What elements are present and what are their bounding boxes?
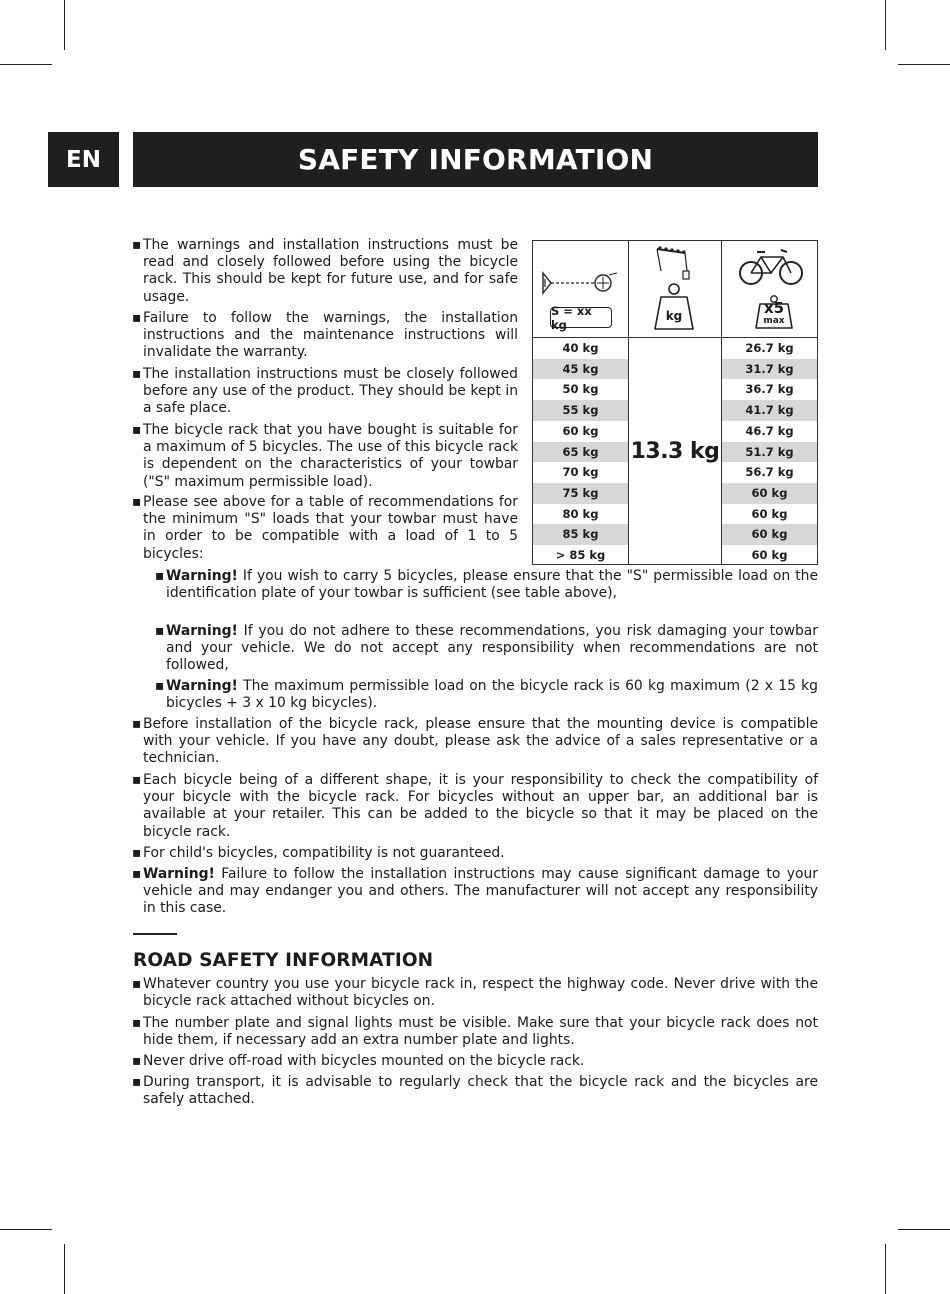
- towbar-load-cell: 45 kg: [533, 359, 628, 380]
- bike-load-cell: 56.7 kg: [745, 465, 794, 480]
- language-tab: EN: [48, 132, 119, 187]
- x5-label: x5: [763, 299, 785, 317]
- bike-load-cell: 26.7 kg: [745, 341, 794, 355]
- crop-mark: [885, 1244, 886, 1294]
- crop-mark: [0, 64, 52, 65]
- bullet-item: ▪ The warnings and installation instructions must be read and closely followed before using the bicycle rack. This should be kept for future use, and for safe usage.: [132, 237, 518, 305]
- crop-mark: [64, 1244, 65, 1294]
- bullet-item: ▪ Whatever country you use your bicycle rack in, respect the highway code. Never drive with the bicycle rack attached without bicycles on.: [132, 976, 818, 1010]
- warning-item: ▪ Warning! The maximum permissible load on the bicycle rack is 60 kg maximum (2 x 15 kg bicycles + 3 x 10 kg bicycles).: [155, 678, 818, 712]
- warning-item: ▪ Warning! If you wish to carry 5 bicycles, please ensure that the "S" permissible load on the identification plate of your towbar is sufficient (see table above),: [155, 568, 818, 602]
- bullet-item: ▪ Never drive off-road with bicycles mounted on the bicycle rack.: [132, 1053, 585, 1069]
- kg-label: kg: [665, 308, 683, 323]
- bullet-item: ▪ Each bicycle being of a different shape, it is your responsibility to check the compatibility of your bicycle with the bicycle rack. For bicycles without an upper bar, an additional bar is available at your retailer. This can be added to the bicycle so that it may be placed on the bicycle rack.: [132, 772, 818, 840]
- bike-load-cell: 46.7 kg: [745, 423, 794, 438]
- bike-load-cell: 60 kg: [722, 483, 817, 504]
- warning-item: ▪ Warning! Failure to follow the installation instructions may cause significant damage to your vehicle and may endanger you and others. The manufacturer will not accept any responsibility in this case.: [132, 866, 818, 917]
- crop-mark: [885, 0, 886, 50]
- crop-mark: [898, 1229, 950, 1230]
- bike-load-cell: 51.7 kg: [722, 442, 817, 463]
- bicycle-icon: [739, 247, 803, 293]
- bullet-item: ▪ Please see above for a table of recommendations for the minimum "S" loads that your towbar must have in order to be compatible with a load of 1 to 5 bicycles:: [132, 494, 518, 562]
- bullet-item: ▪ Failure to follow the warnings, the installation instructions and the maintenance instructions will invalidate the warranty.: [132, 310, 518, 361]
- bike-load-cell: 36.7 kg: [745, 382, 794, 397]
- towbar-load-cell: 70 kg: [562, 465, 599, 480]
- towbar-load-cell: 75 kg: [533, 483, 628, 504]
- crop-mark: [0, 1229, 52, 1230]
- bike-load-cell: 60 kg: [722, 524, 817, 545]
- rack-weight-value: 13.3 kg: [630, 439, 720, 464]
- crop-mark: [898, 64, 950, 65]
- page-title: SAFETY INFORMATION: [133, 132, 818, 187]
- towbar-icon: [539, 269, 621, 303]
- bike-load-cell: 60 kg: [751, 548, 788, 562]
- towbar-load-cell: 85 kg: [533, 524, 628, 545]
- bike-load-cell: 31.7 kg: [722, 359, 817, 380]
- bullet-item: ▪ For child's bicycles, compatibility is not guaranteed.: [132, 845, 505, 861]
- max-label: max: [763, 316, 785, 326]
- load-table: [532, 240, 818, 565]
- towbar-load-cell: 60 kg: [562, 423, 599, 438]
- section-divider: [133, 933, 177, 935]
- bullet-item: ▪ The installation instructions must be closely followed before any use of the product. They should be kept in a safe place.: [132, 366, 518, 417]
- bullet-item: ▪ Before installation of the bicycle rack, please ensure that the mounting device is compatible with your vehicle. If you have any doubt, please ask the advice of a sales representative or a technician.: [132, 716, 818, 767]
- bike-load-cell: 60 kg: [751, 506, 788, 521]
- bullet-item: ▪ The number plate and signal lights must be visible. Make sure that your bicycle rack does not hide them, if necessary add an extra number plate and lights.: [132, 1015, 818, 1049]
- towbar-load-cell: 65 kg: [533, 442, 628, 463]
- bullet-item: ▪ The bicycle rack that you have bought is suitable for a maximum of 5 bicycles. The use of this bicycle rack is dependent on the characteristics of your towbar ("S" maximum permissible load).: [132, 422, 518, 490]
- bullet-item: ▪ During transport, it is advisable to regularly check that the bicycle rack and the bicycles are safely attached.: [132, 1074, 818, 1108]
- crop-mark: [64, 0, 65, 50]
- towbar-load-cell: 50 kg: [562, 382, 599, 397]
- towbar-load-cell: 40 kg: [562, 341, 599, 355]
- towbar-load-cell: > 85 kg: [555, 548, 606, 562]
- warning-item: ▪ Warning! If you do not adhere to these recommendations, you risk damaging your towbar and your vehicle. We do not accept any responsibility when recommendations are not followed,: [155, 623, 818, 674]
- s-load-badge: S = xx kg: [550, 307, 612, 328]
- towbar-load-cell: 80 kg: [562, 506, 599, 521]
- section-heading: ROAD SAFETY INFORMATION: [133, 950, 434, 971]
- towbar-load-cell: 55 kg: [533, 400, 628, 421]
- bike-load-cell: 41.7 kg: [722, 400, 817, 421]
